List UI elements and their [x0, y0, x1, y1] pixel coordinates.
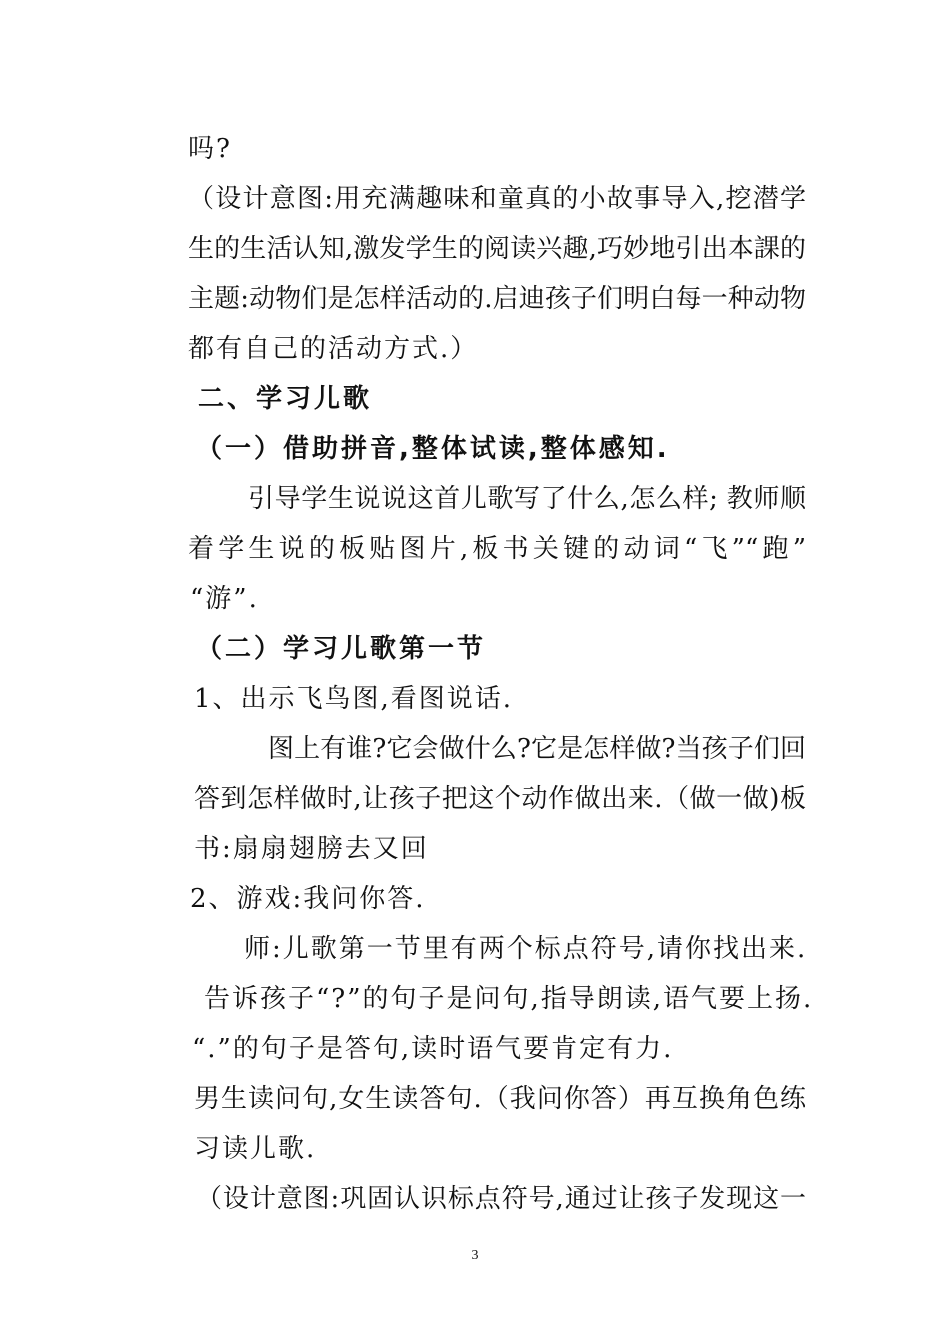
text-line: “.”的句子是答句,读时语气要肯定有力. — [192, 1034, 674, 1064]
text-line: 书:扇扇翅膀去又回 — [194, 834, 429, 864]
subsection-heading: （一）借助拼音,整体试读,整体感知. — [196, 434, 670, 464]
subsection-heading: （二）学习儿歌第一节 — [196, 634, 487, 664]
text-line: 习读儿歌. — [194, 1134, 317, 1164]
text-line: 引导学生说说这首儿歌写了什么,怎么样; 教师顺 — [248, 484, 806, 514]
text-line: 1、出示飞鸟图,看图说话. — [194, 684, 514, 714]
text-line: 图上有谁?它会做什么?它是怎样做?当孩子们回 — [268, 734, 806, 764]
text-line: 都有自己的活动方式.） — [188, 334, 479, 364]
text-line: （设计意图:用充满趣味和童真的小故事导入,挖潜学 — [188, 184, 806, 214]
text-line: 师:儿歌第一节里有两个标点符号,请你找出来. — [244, 934, 808, 964]
text-line: 答到怎样做时,让孩子把这个动作做出来.（做一做)板 — [194, 784, 806, 814]
text-line: “游”. — [190, 584, 259, 614]
text-line: 着学生说的板贴图片,板书关键的动词“飞”“跑” — [188, 534, 806, 564]
text-line: （设计意图:巩固认识标点符号,通过让孩子发现这一 — [196, 1184, 806, 1214]
section-heading: 二、学习儿歌 — [198, 384, 373, 414]
page-number: 3 — [471, 1248, 479, 1263]
text-line: 告诉孩子“?”的句子是问句,指导朗读,语气要上扬. — [204, 984, 814, 1014]
text-line: 男生读问句,女生读答句.（我问你答）再互换角色练 — [194, 1084, 806, 1114]
text-line: 主题:动物们是怎样活动的.启迪孩子们明白每一种动物 — [188, 284, 806, 314]
text-line: 2、游戏:我问你答. — [190, 884, 426, 914]
text-line: 生的生活认知,激发学生的阅读兴趣,巧妙地引出本課的 — [188, 234, 806, 264]
text-line: 吗? — [188, 134, 232, 164]
